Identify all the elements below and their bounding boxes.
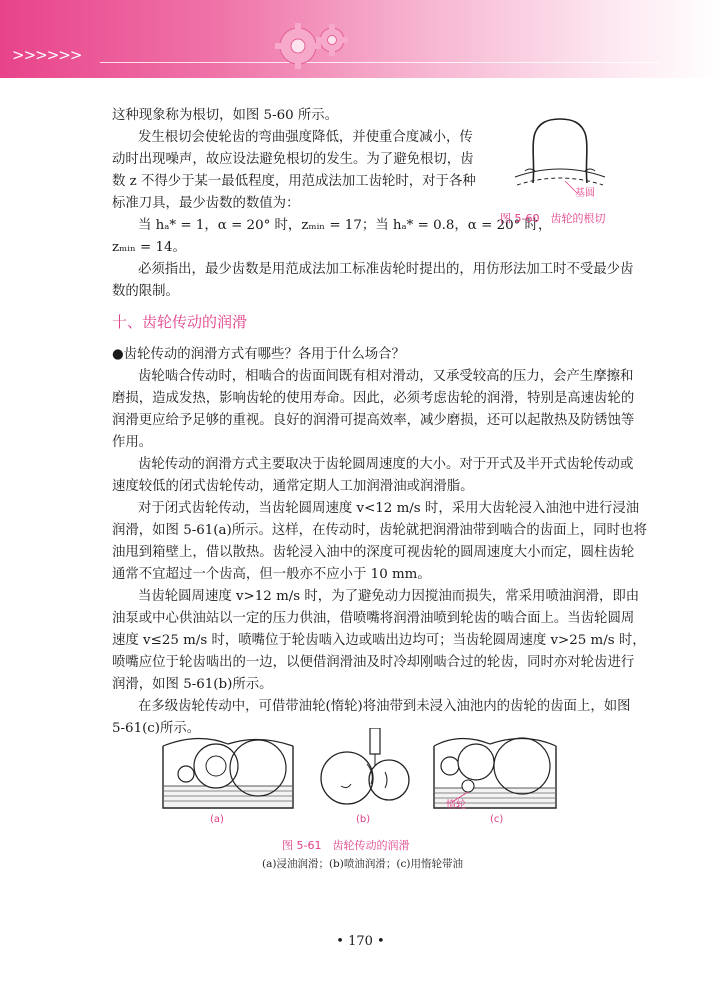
idler-gear-label: 惰轮 xyxy=(446,800,466,811)
page-header-band xyxy=(0,0,721,78)
paragraph-line: 润滑，如图 5-61(a)所示。这样，在传动时，齿轮就把润滑油带到啮合的齿面上，同时也将 xyxy=(112,523,647,538)
chevron-decoration: >>>>>> xyxy=(12,46,82,64)
formula-line: zₘᵢₙ = 14。 xyxy=(112,240,186,255)
figure-caption: 图 5-61 齿轮传动的润滑 xyxy=(282,839,410,852)
gears-icon xyxy=(268,16,358,72)
paragraph-line: 磨损，造成发热，影响齿轮的使用寿命。因此，必须考虑齿轮的润滑，特别是高速齿轮的 xyxy=(112,391,635,406)
paragraph-line: 当齿轮圆周速度 v>12 m/s 时，为了避免动力因搅油而损失，常采用喷油润滑，即由 xyxy=(138,589,640,604)
paragraph-line: 润滑更应给予足够的重视。良好的润滑可提高效率，减少磨损，还可以起散热及防锈蚀等 xyxy=(112,413,635,428)
paragraph-line: 对于闭式齿轮传动，当齿轮圆周速度 v<12 m/s 时，采用大齿轮浸入油池中进行浸油 xyxy=(138,501,640,516)
paragraph-line: 润滑，如图 5-61(b)所示。 xyxy=(112,677,273,692)
paragraph-line: 速度 v≤25 m/s 时，喷嘴位于轮齿啮入边或啮出边均可；当齿轮圆周速度 v>25 m/s 时， xyxy=(112,633,646,648)
paragraph-line: 油甩到箱壁上，借以散热。齿轮浸入油中的深度可视齿轮的圆周速度大小而定，圆柱齿轮 xyxy=(112,545,635,560)
formula-line: 当 hₐ* = 1，α = 20° 时，zₘᵢₙ = 17；当 hₐ* = 0.8，α = 20° 时， xyxy=(138,218,552,233)
paragraph-line: 动时出现噪声，故应设法避免根切的发生。为了避免根切，齿 xyxy=(112,152,474,167)
paragraph-line: 齿轮传动的润滑方式主要取决于齿轮圆周速度的大小。对于开式及半开式齿轮传动或 xyxy=(138,457,634,472)
paragraph-line: 5-61(c)所示。 xyxy=(112,721,201,736)
paragraph-line: 标准刀具，最少齿数的数值为： xyxy=(112,196,300,211)
paragraph-line: 这种现象称为根切，如图 5-60 所示。 xyxy=(112,108,339,123)
figure-b-label: (b) xyxy=(356,814,371,825)
figure-caption: 图 5-60 齿轮的根切 xyxy=(500,212,606,225)
paragraph-line: 在多级齿轮传动中，可借带油轮(惰轮)将油带到未浸入油池内的齿轮的齿面上，如图 xyxy=(138,699,631,714)
spray-lubrication-diagram xyxy=(315,728,415,816)
dip-lubrication-diagram xyxy=(158,736,298,816)
page-number: • 170 • xyxy=(336,934,385,949)
header-rule xyxy=(100,62,660,63)
paragraph-line: 作用。 xyxy=(112,435,153,450)
paragraph-line: 齿轮啮合传动时，相啮合的齿面间既有相对滑动，又承受较高的压力，会产生摩擦和 xyxy=(138,369,634,384)
section-title: 十、齿轮传动的润滑 xyxy=(112,313,248,331)
paragraph-line: 通常不宜超过一个齿高，但一般亦不应小于 10 mm。 xyxy=(112,567,431,582)
paragraph-line: 必须指出，最少齿数是用范成法加工标准齿轮时提出的，用仿形法加工时不受最少齿 xyxy=(138,262,634,277)
paragraph-line: 数 z 不得少于某一最低程度，用范成法加工齿轮时，对于各种 xyxy=(112,174,476,189)
base-circle-label: 基圆 xyxy=(575,188,595,199)
paragraph-line: 喷嘴应位于轮齿啮出的一边，以便借润滑油及时冷却刚啮合过的轮齿，同时亦对轮齿进行 xyxy=(112,655,635,670)
paragraph-line: 发生根切会使轮齿的弯曲强度降低，并使重合度减小，传 xyxy=(138,130,473,145)
paragraph-line: 油泵或中心供油站以一定的压力供油，借喷嘴将润滑油喷到轮齿的啮合面上。当齿轮圆周 xyxy=(112,611,635,626)
paragraph-line: 数的限制。 xyxy=(112,284,179,299)
question-line: ●齿轮传动的润滑方式有哪些？各用于什么场合？ xyxy=(112,347,405,362)
figure-a-label: (a) xyxy=(210,814,224,825)
undercut-tooth-figure xyxy=(505,105,615,200)
figure-subcaption: (a)浸油润滑；(b)喷油润滑；(c)用惰轮带油 xyxy=(262,858,463,870)
figure-c-label: (c) xyxy=(490,814,504,825)
paragraph-line: 速度较低的闭式齿轮传动，通常定期人工加润滑油或润滑脂。 xyxy=(112,479,474,494)
